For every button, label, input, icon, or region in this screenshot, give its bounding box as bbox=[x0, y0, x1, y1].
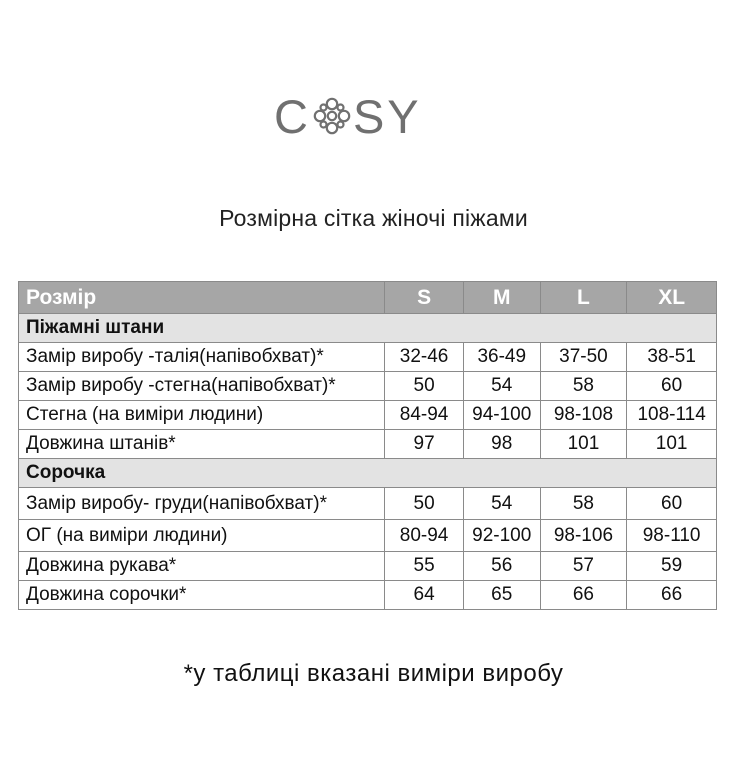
cell-xl: 60 bbox=[627, 488, 717, 520]
cell-l: 98-108 bbox=[540, 401, 627, 430]
cell-l: 98-106 bbox=[540, 520, 627, 552]
table-row bbox=[19, 343, 717, 372]
cell-xl: 38-51 bbox=[627, 343, 717, 372]
section-row-pants bbox=[19, 314, 717, 343]
table-row bbox=[19, 520, 717, 552]
cell-m: 56 bbox=[463, 552, 540, 581]
row-label: Замір виробу -стегна(напівобхват)* bbox=[19, 372, 385, 401]
row-label: Стегна (на виміри людини) bbox=[19, 401, 385, 430]
row-label: Замір виробу- груди(напівобхват)* bbox=[19, 488, 385, 520]
table-row bbox=[19, 581, 717, 610]
cell-l: 58 bbox=[540, 372, 627, 401]
table-row bbox=[19, 430, 717, 459]
brand-logo bbox=[274, 86, 444, 146]
row-label: ОГ (на виміри людини) bbox=[19, 520, 385, 552]
table-row bbox=[19, 372, 717, 401]
cell-s: 55 bbox=[385, 552, 464, 581]
cell-xl: 66 bbox=[627, 581, 717, 610]
table-row bbox=[19, 552, 717, 581]
row-label: Довжина сорочки* bbox=[19, 581, 385, 610]
cell-l: 37-50 bbox=[540, 343, 627, 372]
cell-m: 94-100 bbox=[463, 401, 540, 430]
header-size-s: S bbox=[385, 282, 464, 314]
section-title: Сорочка bbox=[19, 459, 717, 488]
cell-xl: 59 bbox=[627, 552, 717, 581]
table-header-row bbox=[19, 282, 717, 314]
header-size-xl: XL bbox=[627, 282, 717, 314]
cell-xl: 101 bbox=[627, 430, 717, 459]
cell-s: 50 bbox=[385, 488, 464, 520]
header-size-m: M bbox=[463, 282, 540, 314]
cell-s: 80-94 bbox=[385, 520, 464, 552]
footnote: *у таблиці вказані виміри виробу bbox=[183, 660, 564, 687]
cell-s: 64 bbox=[385, 581, 464, 610]
row-label: Довжина рукава* bbox=[19, 552, 385, 581]
cell-xl: 60 bbox=[627, 372, 717, 401]
logo-letters-sy: SY bbox=[352, 89, 422, 143]
section-row-shirt bbox=[19, 459, 717, 488]
cell-s: 50 bbox=[385, 372, 464, 401]
size-chart-table bbox=[18, 281, 717, 610]
cell-m: 54 bbox=[463, 488, 540, 520]
row-label: Замір виробу -талія(напівобхват)* bbox=[19, 343, 385, 372]
cell-xl: 98-110 bbox=[627, 520, 717, 552]
cell-s: 84-94 bbox=[385, 401, 464, 430]
flower-knot-icon bbox=[312, 96, 352, 136]
cell-m: 98 bbox=[463, 430, 540, 459]
page-title: Розмірна сітка жіночі піжами bbox=[219, 205, 528, 231]
row-label: Довжина штанів* bbox=[19, 430, 385, 459]
table-row bbox=[19, 401, 717, 430]
header-size-label: Розмір bbox=[19, 282, 385, 314]
cell-m: 92-100 bbox=[463, 520, 540, 552]
cell-l: 66 bbox=[540, 581, 627, 610]
cell-m: 65 bbox=[463, 581, 540, 610]
cell-l: 101 bbox=[540, 430, 627, 459]
header-size-l: L bbox=[540, 282, 627, 314]
cell-l: 58 bbox=[540, 488, 627, 520]
cell-s: 97 bbox=[385, 430, 464, 459]
cell-s: 32-46 bbox=[385, 343, 464, 372]
section-title: Піжамні штани bbox=[19, 314, 717, 343]
cell-xl: 108-114 bbox=[627, 401, 717, 430]
logo-letter-c: C bbox=[274, 89, 311, 143]
cell-m: 36-49 bbox=[463, 343, 540, 372]
table-row bbox=[19, 488, 717, 520]
cell-l: 57 bbox=[540, 552, 627, 581]
cell-m: 54 bbox=[463, 372, 540, 401]
